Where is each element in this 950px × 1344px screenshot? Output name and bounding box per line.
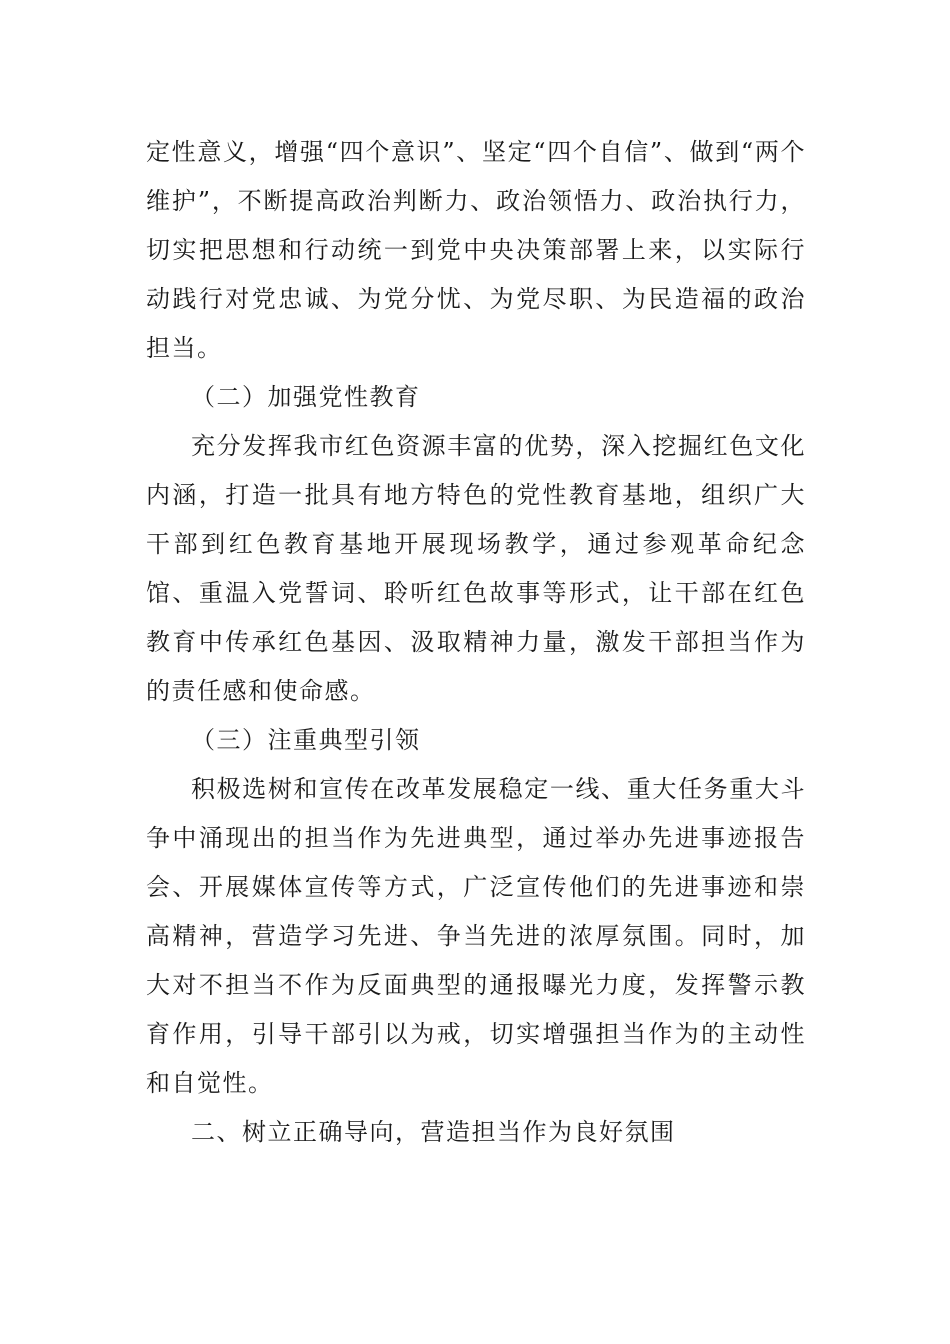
subheading-party-education: （二）加强党性教育: [191, 383, 421, 411]
paragraph-continuation: 定性意义，增强“四个意识”、坚定“四个自信”、做到“两个维护”，不断提高政治判断力、政治领悟力、政治执行力，切实把思想和行动统一到党中央决策部署上来，以实际行动践行对党忠诚、为党分忧、为党尽职、为民造福的政治担当。: [146, 138, 806, 362]
subheading-typical-guidance: （三）注重典型引领: [191, 726, 421, 754]
section-heading-2: 二、树立正确导向，营造担当作为良好氛围: [191, 1118, 676, 1146]
document-body: [146, 128, 806, 1157]
paragraph-party-education: 充分发挥我市红色资源丰富的优势，深入挖掘红色文化内涵，打造一批具有地方特色的党性教育基地，组织广大干部到红色教育基地开展现场教学，通过参观革命纪念馆、重温入党誓词、聆听红色故事等形式，让干部在红色教育中传承红色基因、汲取精神力量，激发干部担当作为的责任感和使命感。: [146, 432, 806, 705]
paragraph-typical-guidance: 积极选树和宣传在改革发展稳定一线、重大任务重大斗争中涌现出的担当作为先进典型，通过举办先进事迹报告会、开展媒体宣传等方式，广泛宣传他们的先进事迹和崇高精神，营造学习先进、争当先进的浓厚氛围。同时，加大对不担当不作为反面典型的通报曝光力度，发挥警示教育作用，引导干部引以为戒，切实增强担当作为的主动性和自觉性。: [146, 775, 806, 1097]
